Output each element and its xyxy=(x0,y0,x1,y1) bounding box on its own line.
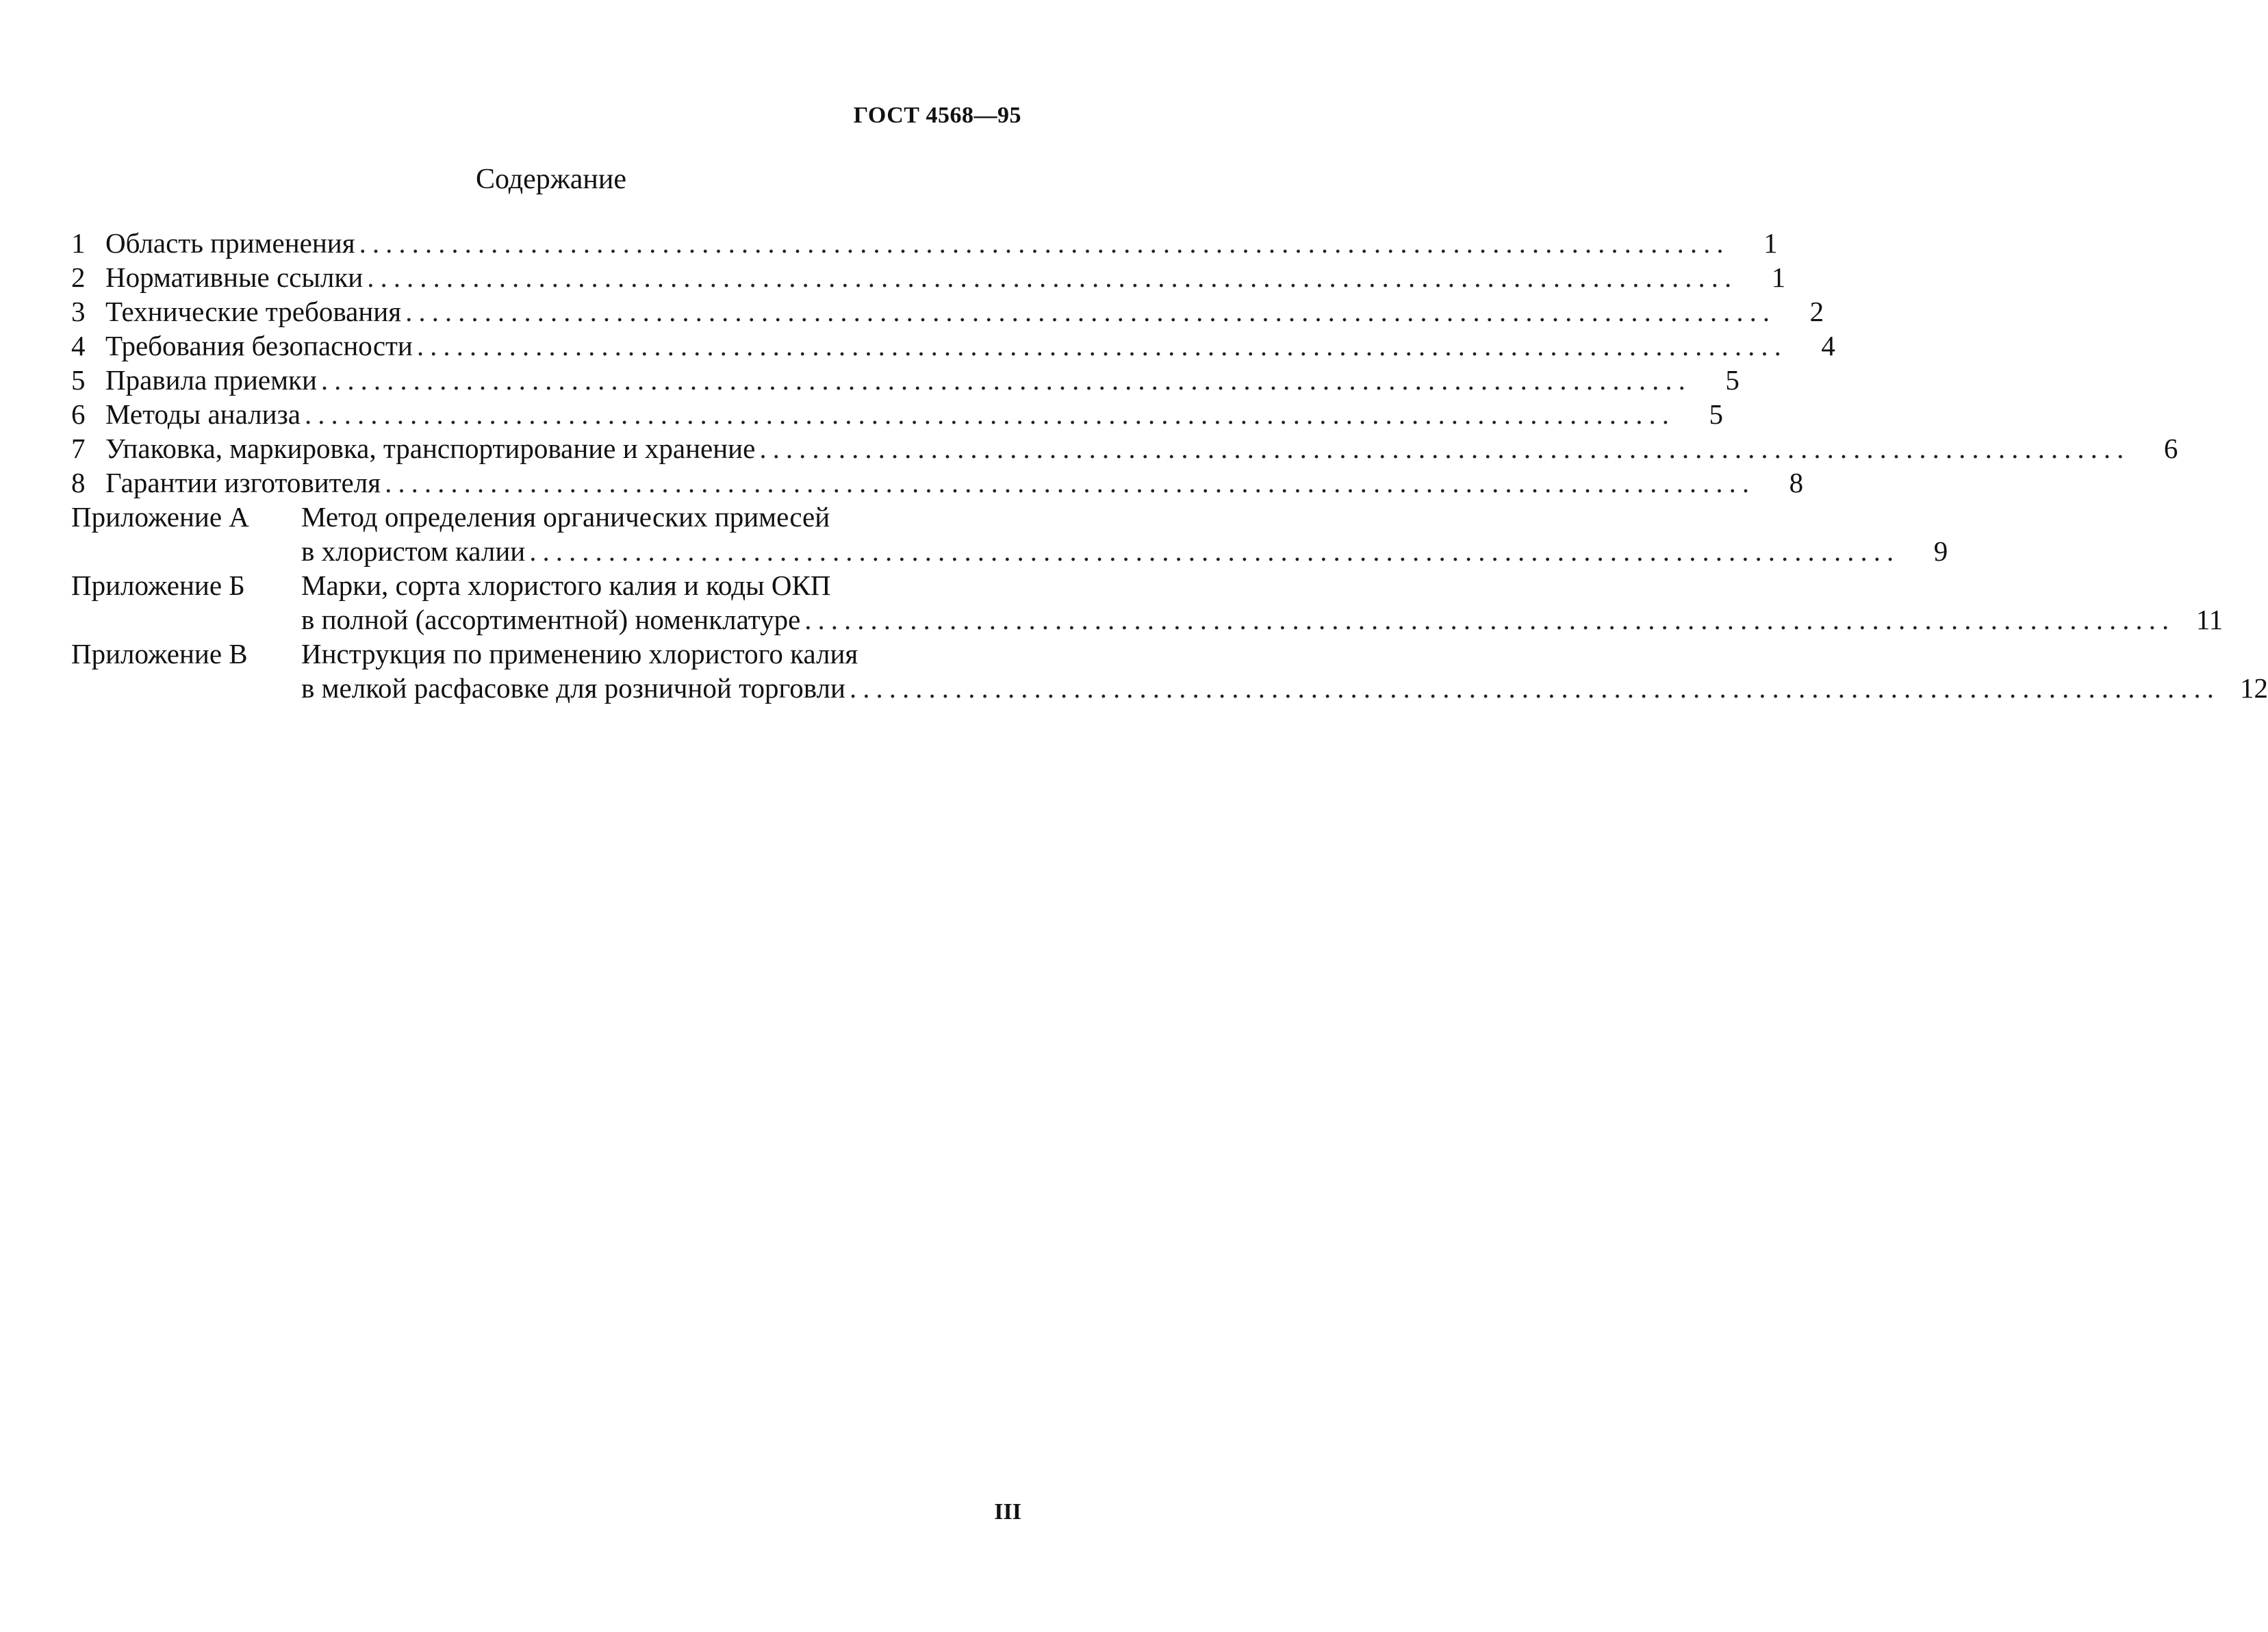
dot-leader: ........................................................................................................ xyxy=(385,467,1756,498)
dot-leader: ........................................................................................................ xyxy=(759,433,2130,464)
toc-entry-page: 1 xyxy=(1771,262,1786,293)
toc-entry-label: Технические требования xyxy=(105,296,402,327)
dot-leader: ........................................................................................................ xyxy=(416,330,1787,361)
dot-leader: ........................................................................................................ xyxy=(359,227,1730,259)
document-code: ГОСТ 4568—95 xyxy=(853,103,1021,128)
toc-entry-7[interactable] xyxy=(71,431,2178,466)
toc-entry-1[interactable] xyxy=(71,226,1778,260)
toc-entry-number: 2 xyxy=(71,262,86,293)
toc-entry-number: 4 xyxy=(71,330,86,361)
toc-entry-number: 6 xyxy=(71,398,86,430)
toc-entry-number: 8 xyxy=(71,467,86,498)
toc-entry-page: 1 xyxy=(1763,227,1778,259)
toc-entry-8[interactable] xyxy=(71,466,1804,500)
toc-entry-6[interactable] xyxy=(71,397,1723,431)
dot-leader: ........................................................................................................ xyxy=(529,535,1900,567)
toc-title: Содержание xyxy=(475,164,627,195)
toc-entry-number: 1 xyxy=(71,227,86,259)
toc-entry-page: 5 xyxy=(1725,364,1740,396)
toc-entry-3[interactable] xyxy=(71,294,1824,329)
toc-appendix-b[interactable] xyxy=(71,568,2224,637)
page-folio: III xyxy=(994,1499,1021,1525)
toc-entry-page: 11 xyxy=(2195,604,2224,635)
toc-entry-label: Область применения xyxy=(105,227,355,259)
toc-entry-label: Гарантии изготовителя xyxy=(105,467,381,498)
toc-entry-label: Методы анализа xyxy=(105,398,301,430)
toc-appendix-v[interactable] xyxy=(71,637,2268,705)
dot-leader: ........................................................................................................ xyxy=(849,672,2220,704)
appendix-prefix: Приложение Б xyxy=(71,570,245,601)
toc-entry-page: 6 xyxy=(2163,433,2178,464)
toc-entry-page: 9 xyxy=(1933,535,1948,567)
appendix-title-line1: Марки, сорта хлористого калия и коды ОКП xyxy=(301,570,831,601)
toc-entry-number: 7 xyxy=(71,433,86,464)
table-of-contents xyxy=(71,226,2268,705)
toc-entry-label: Упаковка, маркировка, транспортирование и хранение xyxy=(105,433,756,464)
appendix-title-line2: в полной (ассортиментной) номенклатуре xyxy=(301,604,801,635)
toc-entry-page: 4 xyxy=(1821,330,1835,361)
dot-leader: ........................................................................................................ xyxy=(405,296,1776,327)
toc-entry-4[interactable] xyxy=(71,329,1835,363)
appendix-title-line2: в мелкой расфасовке для розничной торговли xyxy=(301,672,845,704)
toc-entry-number: 3 xyxy=(71,296,86,327)
toc-entry-number: 5 xyxy=(71,364,86,396)
appendix-title-line2: в хлористом калии xyxy=(301,535,526,567)
appendix-title-line1: Инструкция по применению хлористого калия xyxy=(301,638,858,670)
toc-entry-2[interactable] xyxy=(71,260,1786,294)
appendix-prefix: Приложение В xyxy=(71,638,248,670)
toc-entry-page: 5 xyxy=(1709,398,1723,430)
toc-entry-page: 8 xyxy=(1789,467,1804,498)
toc-entry-page: 12 xyxy=(2239,672,2268,704)
appendix-title-line1: Метод определения органических примесей xyxy=(301,501,830,533)
dot-leader: ........................................................................................................ xyxy=(367,262,1738,293)
dot-leader: ........................................................................................................ xyxy=(304,398,1675,430)
toc-entry-label: Требования безопасности xyxy=(105,330,413,361)
toc-entry-label: Правила приемки xyxy=(105,364,317,396)
toc-appendix-a[interactable] xyxy=(71,500,1948,568)
toc-entry-label: Нормативные ссылки xyxy=(105,262,364,293)
toc-entry-page: 2 xyxy=(1809,296,1824,327)
dot-leader: ........................................................................................................ xyxy=(320,364,1692,396)
toc-entry-5[interactable] xyxy=(71,363,1740,397)
dot-leader: ........................................................................................................ xyxy=(804,604,2176,635)
appendix-prefix: Приложение А xyxy=(71,501,249,533)
